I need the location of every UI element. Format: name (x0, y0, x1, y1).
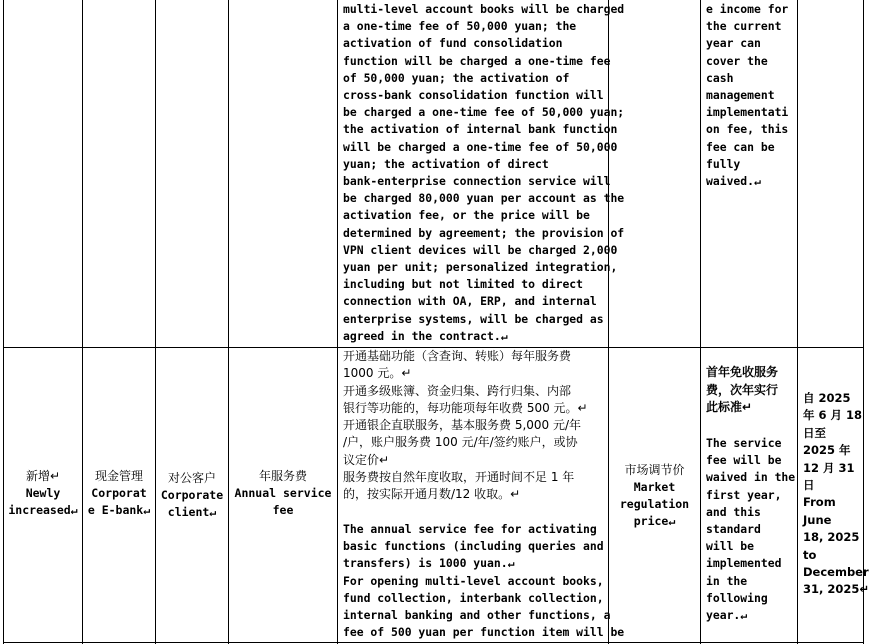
col-divider-4 (337, 0, 338, 644)
row2-period: 自 2025 年 6 月 18 日至 2025 年 12 月 31 日 From June 18, 2025 to December 31, 2025↵ (803, 391, 869, 597)
row2-pricing-cell (609, 462, 700, 530)
type-en-line2: increased↵ (8, 503, 78, 517)
row1-remarks: e income for the current year can cover the cash management implementati on fee, this fee can be fully waived.↵ (706, 2, 789, 189)
row2-details-en: The annual service fee for activating basic functions (including queries and transfers) is 1000 yuan.↵ For opening multi-level account books, fund collection, interbank collection, internal banking and other functions, a fee of 500 yuan per function item will be (343, 522, 625, 640)
table-border-bottom (3, 642, 864, 643)
row2-product-cell (83, 468, 155, 519)
fee-en-line1: Annual service (234, 486, 332, 500)
type-en-line1: Newly (25, 486, 61, 500)
col-divider-1 (82, 0, 83, 644)
pricing-cn: 市场调节价 (624, 463, 685, 477)
row2-remarks-en: The service fee will be waived in the first year, and this standard will be implemented in the following year.↵ (706, 436, 796, 623)
target-cn: 对公客户 (167, 471, 216, 485)
row1-details: multi-level account books will be charged a one-time fee of 50,000 yuan; the activation of fund consolidation function will be charged a one-time fee of 50,000 yuan; the activation of cross-bank consolidation function will be charged a one-time fee of 50,000 yuan; the activation of internal bank function will be charged a one-time fee of 50,000 yuan; the activation of direct bank-enterprise connection service will be charged 80,000 yuan per account as the activation fee, or the price will be determined by agreement; the provision of VPN client devices will be charged 2,000 yuan per unit; personalized integration, including but not limited to direct connection with OA, ERP, and internal enterprise systems, will be charged as agreed in the contract.↵ (343, 2, 625, 343)
pricing-en-line2: regulation (619, 497, 690, 511)
fee-cn: 年服务费 (258, 469, 307, 483)
row2-remarks-cn: 首年免收服务 费，次年实行 此标准↵ (706, 365, 779, 414)
col-divider-7 (797, 0, 798, 644)
col-divider-3 (228, 0, 229, 644)
row2-type-cell (4, 468, 82, 519)
col-divider-2 (155, 0, 156, 644)
row2-fee-cell (229, 468, 337, 519)
target-en-line2: client↵ (167, 505, 217, 519)
row2-details-cn: 开通基础功能（含查询、转账）每年服务费 1000 元。↵ 开通多级账簿、资金归集、跨行归集、内部 银行等功能的，每功能项每年收费 500 元。↵ 开通银企直联服务，基本服务费 5,000 元/年 /户，账户服务费 100 元/年/签约账户，或协 议定价↵ 服务费按自然年度收取，开通时间不足 1 年 的，按实际开通月数/12 收取。↵ (343, 349, 588, 502)
product-en-line2: e E-bank↵ (87, 503, 151, 517)
target-en-line1: Corporate (160, 488, 224, 502)
type-cn: 新增↵ (25, 469, 61, 483)
pricing-en-line3: price↵ (633, 514, 676, 528)
col-divider-6 (700, 0, 701, 644)
pricing-en-line1: Market (633, 480, 676, 494)
fee-en-line2: fee (272, 503, 294, 517)
product-en-line1: Corporat (91, 486, 147, 500)
table-border-left (3, 0, 4, 644)
row2-target-cell (156, 470, 228, 521)
product-cn: 现金管理 (94, 469, 143, 483)
